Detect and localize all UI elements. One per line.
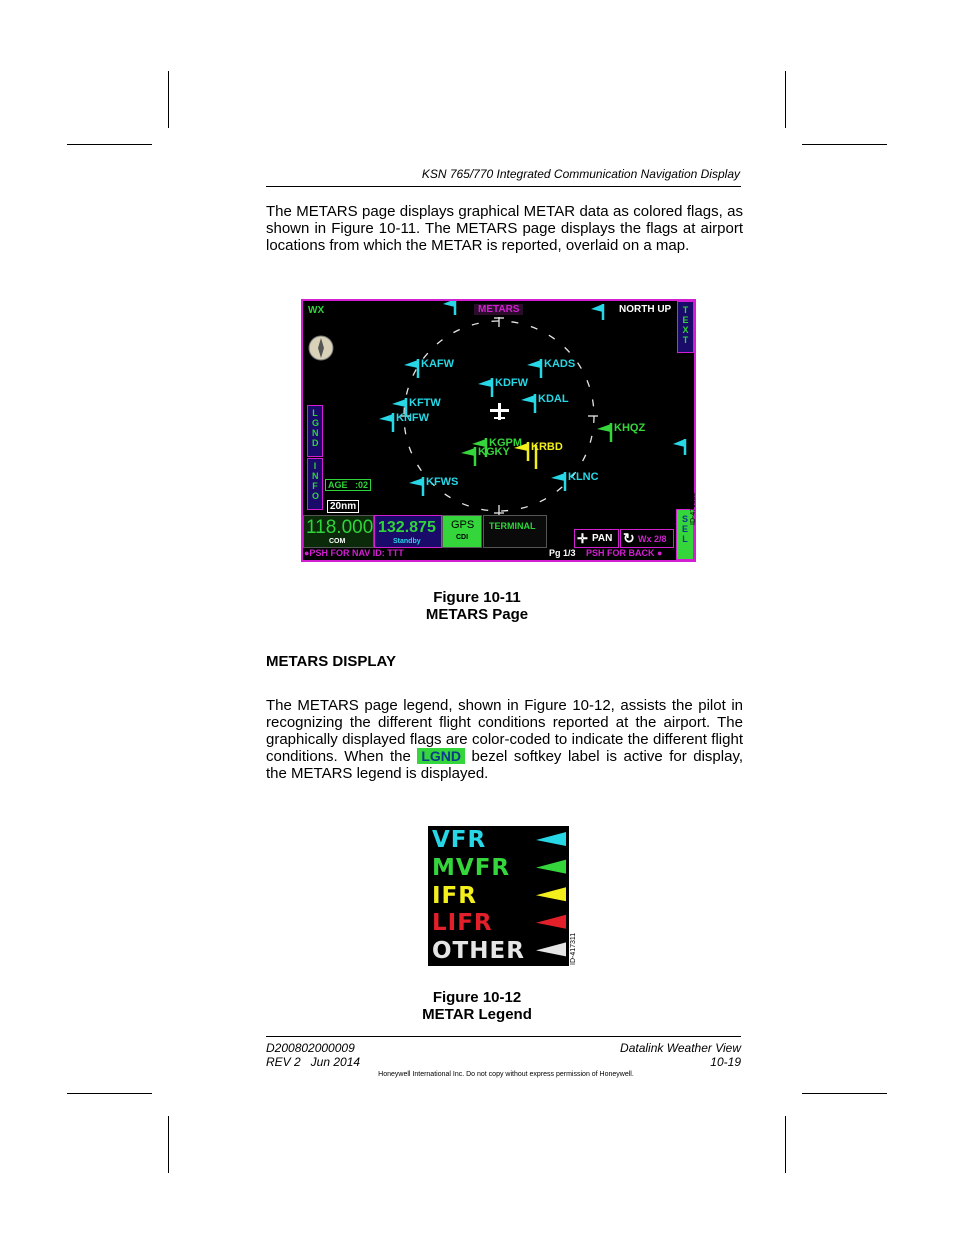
legend-other: OTHER: [432, 938, 525, 964]
airport-label-kftw: KFTW: [409, 397, 441, 409]
crop-mark: [802, 1093, 887, 1094]
legend-flags: [428, 826, 569, 966]
airport-flag-kdfw: [478, 378, 492, 397]
footer-copyright: Honeywell International Inc. Do not copy without express permission of Honeywell.: [378, 1071, 634, 1078]
legend-flag-mvfr-icon: [536, 860, 566, 874]
terminal-label: TERMINAL: [489, 521, 536, 531]
footer-rule: [266, 1036, 741, 1037]
lgnd-tab[interactable]: LGND: [307, 405, 323, 457]
age-label: AGE :02: [325, 479, 371, 491]
com-frequency: 118.000: [306, 517, 374, 538]
pan-label: PAN: [592, 533, 613, 544]
com-box[interactable]: [303, 515, 374, 548]
metars-screen: [301, 299, 696, 562]
text-tab[interactable]: TEXT: [677, 301, 694, 353]
page-number: Pg 1/3: [549, 548, 576, 558]
legend-flag-lifr-icon: [536, 915, 566, 929]
age-value: :02: [355, 480, 369, 490]
push-for-nav-label: ●PSH FOR NAV ID: TTT: [304, 548, 404, 558]
legend-mvfr: MVFR: [432, 855, 511, 881]
airport-flag-klnc: [551, 472, 565, 491]
footer-section: Datalink Weather View: [620, 1041, 741, 1055]
crop-mark: [67, 144, 152, 145]
crop-mark: [785, 1116, 786, 1173]
airport-label-krbd: KRBD: [531, 441, 563, 453]
airport-flag-kfws: [409, 477, 423, 496]
figure-caption-title: METARS Page: [425, 606, 529, 623]
pan-icon: ✛: [577, 531, 588, 546]
range-indicator[interactable]: 20nm: [327, 500, 359, 513]
airport-flag-kdal: [521, 394, 535, 413]
legend-flag-vfr-icon: [536, 832, 566, 846]
edge-flag: [591, 304, 603, 320]
section-heading: METARS DISPLAY: [266, 653, 397, 670]
header-rule: [266, 186, 741, 187]
crop-mark: [802, 144, 887, 145]
wx-label: WX: [308, 305, 325, 316]
rotate-icon: ↻: [623, 530, 635, 546]
legend-flag-ifr-icon: [536, 887, 566, 901]
legend-paragraph: The METARS page legend, shown in Figure 10-12, assists the pilot in recognizing the different flight conditions reported at the airport. The graphically displayed flags are color-coded to indicate the different flight conditions. When the LGND bezel softkey label is active for display, the METARS legend is displayed.: [266, 697, 743, 782]
airport-label-kfws: KFWS: [426, 476, 459, 488]
figure2-caption-number: Figure 10-12: [432, 989, 522, 1006]
airport-flag-khqz: [597, 423, 611, 442]
airport-label-klnc: KLNC: [568, 471, 599, 483]
orientation-label: NORTH UP: [619, 304, 672, 315]
cdi-label: CDI: [456, 534, 469, 541]
page-header-title: KSN 765/770 Integrated Communication Navigation Display: [421, 167, 740, 181]
airport-flag-kads: [527, 359, 541, 378]
crop-mark: [785, 71, 786, 128]
legend-figure-id: ID-417311: [570, 932, 577, 965]
wx-page-label: Wx 2/8: [638, 534, 667, 544]
airport-label-knfw: KNFW: [396, 412, 429, 424]
airport-label-kads: KADS: [544, 358, 576, 370]
figure2-caption-title: METAR Legend: [422, 1006, 532, 1023]
page-title: METARS: [474, 304, 523, 315]
figure-id: ID-479529: [690, 492, 697, 525]
airport-flag-kafw: [404, 359, 418, 378]
airport-label-kafw: KAFW: [421, 358, 454, 370]
airport-label-kdal: KDAL: [538, 393, 569, 405]
crop-mark: [168, 1116, 169, 1173]
crop-mark: [67, 1093, 152, 1094]
lgnd-softkey-label: LGND: [417, 748, 465, 764]
standby-box[interactable]: [374, 515, 442, 548]
airport-label-kgky: KGKY: [478, 446, 510, 458]
com-label: COM: [329, 538, 346, 545]
gps-cdi-box[interactable]: [442, 515, 482, 548]
footer-page-number: 10-19: [710, 1055, 741, 1069]
legend-flag-other-icon: [536, 942, 566, 956]
figure-caption-number: Figure 10-11: [433, 589, 521, 606]
airport-flag-knfw: [379, 413, 393, 432]
info-tab[interactable]: INFO: [307, 458, 323, 510]
push-for-back-label: PSH FOR BACK ●: [586, 548, 663, 558]
legend-lifr: LIFR: [432, 910, 493, 936]
crop-mark: [168, 71, 169, 128]
airport-label-kdfw: KDFW: [495, 377, 528, 389]
gps-label: GPS: [451, 519, 475, 531]
standby-frequency: 132.875: [378, 519, 436, 536]
legend-ifr: IFR: [432, 883, 477, 909]
metar-legend: [428, 826, 569, 966]
edge-flag: [443, 301, 455, 315]
airport-label-khqz: KHQZ: [614, 422, 646, 434]
standby-label: Standby: [393, 538, 421, 545]
wx-page-button[interactable]: [620, 529, 674, 548]
terminal-box[interactable]: [483, 515, 547, 548]
pan-button[interactable]: [574, 529, 619, 548]
sel-tab[interactable]: SEL: [676, 509, 694, 560]
footer-revision: REV 2 Jun 2014: [266, 1055, 361, 1069]
airport-flag-kgky: [461, 447, 475, 466]
legend-vfr: VFR: [432, 827, 487, 853]
status-bar: [303, 548, 676, 560]
intro-paragraph: The METARS page displays graphical METAR data as colored flags, as shown in Figure 10-11. The METARS page displays the flags at airport locations from which the METAR is reported, overlaid on a map.: [266, 203, 743, 254]
airport-label-kgpm: KGPM: [489, 437, 522, 449]
edge-flag: [673, 439, 685, 455]
footer-doc-number: D200802000009: [266, 1041, 355, 1055]
